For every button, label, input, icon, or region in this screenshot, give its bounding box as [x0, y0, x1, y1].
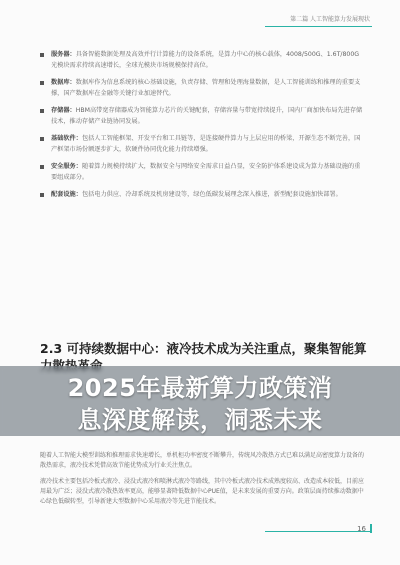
bullet-square-icon: [40, 53, 44, 57]
bullet-square-icon: [40, 109, 44, 113]
running-header: 第二篇 人工智能算力发展现状: [290, 16, 370, 23]
list-item: [40, 78, 365, 99]
bullet-lead: 存储器：: [51, 107, 76, 114]
bullet-lead: 配套设施：: [51, 191, 82, 198]
bullet-square-icon: [40, 193, 44, 197]
section-title: 2.3 可持续数据中心：液冷技术成为关注重点，聚集智能算: [40, 341, 367, 356]
bullet-square-icon: [40, 81, 44, 85]
bullet-lead: 安全服务：: [51, 163, 82, 170]
overlay-banner: [0, 366, 400, 436]
list-item: [40, 106, 365, 127]
bullet-lead: 基础软件：: [51, 135, 82, 142]
paragraph: 液冷技术主要包括冷板式液冷、浸没式液冷和喷淋式液冷等路线，其中冷板式液冷技术成熟度较高、改造成本较低，目前应用最为广泛；浸没式液冷散热效率更高，能够显著降低数据中心PUE值，是未来发展的重要方向。政策层面持续推动数据中心绿色低碳转型，引导新建大型数据中心采用液冷等先进节能技术。: [40, 478, 365, 505]
banner-title-line-2: 息深度解读，洞悉未来: [77, 406, 323, 434]
bullet-body: 具备智能数据处理及高效并行计算能力的设备系统，是算力中心的核心载体，4008/500G、1.6T/800G光模块需求持续高速增长，全球光模块市场规模保持高位。: [51, 51, 360, 69]
page-number: 16: [357, 525, 366, 533]
list-item: [40, 134, 365, 155]
bullet-body: 数据库作为信息系统的核心基础设施，负责存储、管理和处理海量数据，是人工智能训练和推理的重要支撑，国产数据库在金融等关键行业加速替代。: [51, 79, 361, 97]
bullet-lead: 数据库：: [51, 79, 76, 86]
bullet-body: 随着算力规模持续扩大，数据安全与网络安全需求日益凸显，安全防护体系建设成为算力基础设施的重要组成部分。: [51, 163, 361, 181]
bullet-list: [40, 50, 365, 208]
bullet-body: 包括人工智能框架、开发平台和工具链等，是连接硬件算力与上层应用的桥梁，开源生态不断完善，国产框架市场份额逐步扩大，软硬件协同优化能力持续增强。: [51, 135, 361, 153]
page-number-accent: [370, 524, 372, 533]
paragraph: 随着人工智能大模型训练和推理需求快速增长，单机柜功率密度不断攀升，传统风冷散热方式已难以满足高密度算力设备的散热需求，液冷技术凭借高效节能优势成为行业关注焦点。: [40, 452, 365, 469]
bullet-body: 包括电力供应、冷却系统及机房建设等，绿色低碳发展理念深入推进，新型配套设施加快部署。: [81, 191, 342, 198]
header-rule: [265, 26, 372, 27]
bullet-square-icon: [40, 165, 44, 169]
bullet-square-icon: [40, 137, 44, 141]
footer-rule: [265, 531, 372, 532]
section-body: [40, 445, 365, 512]
list-item: [40, 50, 365, 71]
list-item: [40, 190, 365, 201]
bullet-lead: 服务器：: [51, 51, 76, 58]
bullet-body: HBM高带宽存储器成为智能算力芯片的关键配套，存储容量与带宽持续提升，国内厂商加快布局先进存储技术，推动存储产业链协同发展。: [51, 107, 363, 125]
banner-title-line-1: 2025年最新算力政策消: [67, 374, 333, 402]
list-item: [40, 162, 365, 183]
